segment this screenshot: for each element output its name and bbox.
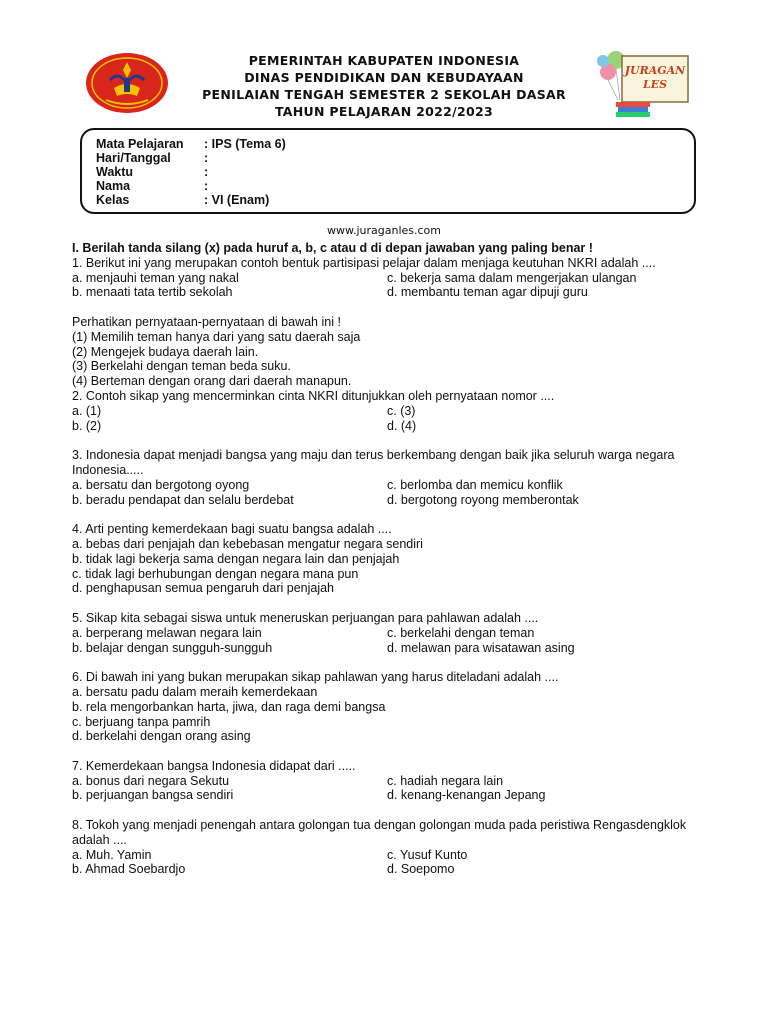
website-url: www.juraganles.com (326, 224, 441, 237)
identity-label: Waktu (96, 165, 134, 179)
answer-option[interactable]: d. membantu teman agar dipuji guru (387, 285, 588, 300)
document-header (80, 48, 690, 122)
identity-value: : VI (Enam) (204, 193, 270, 207)
answer-option[interactable]: a. bebas dari penjajah dan kebebasan mengatur negara sendiri (72, 536, 423, 551)
question-text: 2. Contoh sikap yang mencerminkan cinta NKRI ditunjukkan oleh pernyataan nomor .... (72, 388, 555, 403)
question-text: 1. Berikut ini yang merupakan contoh bentuk partisipasi pelajar dalam menjaga keutuhan NKRI adalah .... (72, 255, 656, 270)
identity-label: Nama (96, 179, 131, 193)
identity-row-time (96, 165, 208, 179)
identity-row-class (96, 193, 269, 207)
tut-wuri-handayani-logo (84, 50, 170, 114)
identity-value: : (204, 179, 209, 193)
statement-intro: Perhatikan pernyataan-pernyataan di bawah ini ! (72, 314, 341, 329)
question-list (72, 241, 712, 877)
answer-option[interactable]: b. beradu pendapat dan selalu berdebat (72, 492, 294, 507)
header-title (180, 52, 588, 120)
juragan-les-logo (594, 48, 694, 118)
identity-label: Hari/Tanggal (96, 151, 171, 165)
identity-row-name (96, 179, 208, 193)
question-text: 4. Arti penting kemerdekaan bagi suatu bangsa adalah .... (72, 522, 392, 537)
header-line-2: DINAS PENDIDIKAN DAN KEBUDAYAAN (244, 70, 524, 85)
question-2 (72, 315, 712, 433)
identity-row-date (96, 151, 208, 165)
answer-option[interactable]: b. menaati tata tertib sekolah (72, 285, 233, 300)
answer-option[interactable]: b. perjuangan bangsa sendiri (72, 788, 234, 803)
question-8 (72, 818, 712, 877)
question-7 (72, 759, 712, 803)
answer-option[interactable]: a. (1) (72, 403, 102, 418)
statement-item: (2) Mengejek budaya daerah lain. (72, 344, 259, 359)
answer-option[interactable]: c. berlomba dan memicu konflik (387, 477, 563, 492)
identity-row-subject (96, 137, 286, 151)
question-1 (72, 256, 712, 300)
header-line-1: PEMERINTAH KABUPATEN INDONESIA (248, 53, 520, 68)
header-line-4: TAHUN PELAJARAN 2022/2023 (274, 104, 494, 119)
answer-option[interactable]: c. hadiah negara lain (387, 773, 504, 788)
answer-option[interactable]: a. menjauhi teman yang nakal (72, 270, 239, 285)
answer-option[interactable]: c. tidak lagi berhubungan dengan negara mana pun (72, 566, 359, 581)
header-line-3: PENILAIAN TENGAH SEMESTER 2 SEKOLAH DASAR (202, 87, 566, 102)
statement-item: (1) Memilih teman hanya dari yang satu daerah saja (72, 329, 361, 344)
answer-option[interactable]: b. (2) (72, 418, 102, 433)
answer-option[interactable]: b. Ahmad Soebardjo (72, 862, 186, 877)
statement-item: (3) Berkelahi dengan teman beda suku. (72, 359, 291, 374)
question-text: 5. Sikap kita sebagai siswa untuk meneruskan perjuangan para pahlawan adalah .... (72, 610, 539, 625)
answer-option[interactable]: c. Yusuf Kunto (387, 847, 468, 862)
answer-option[interactable]: d. kenang-kenangan Jepang (387, 788, 546, 803)
identity-label: Kelas (96, 193, 130, 207)
answer-option[interactable]: d. melawan para wisatawan asing (387, 640, 575, 655)
brand-line-2: LES (642, 78, 668, 91)
question-text: 6. Di bawah ini yang bukan merupakan sikap pahlawan yang harus diteladani adalah .... (72, 670, 559, 685)
question-text: 7. Kemerdekaan bangsa Indonesia didapat dari ..... (72, 758, 356, 773)
answer-option[interactable]: d. bergotong royong memberontak (387, 492, 579, 507)
question-5 (72, 611, 712, 655)
brand-line-1: JURAGAN (624, 64, 686, 77)
question-3 (72, 448, 712, 507)
answer-option[interactable]: b. tidak lagi bekerja sama dengan negara lain dan penjajah (72, 551, 400, 566)
identity-value: : (204, 151, 209, 165)
statement-item: (4) Berteman dengan orang dari daerah manapun. (72, 374, 352, 389)
identity-label: Mata Pelajaran (96, 137, 184, 151)
instruction: I. Berilah tanda silang (x) pada huruf a, b, c atau d di depan jawaban yang paling benar ! (72, 241, 593, 255)
answer-option[interactable]: a. berperang melawan negara lain (72, 625, 262, 640)
answer-option[interactable]: b. belajar dengan sungguh-sungguh (72, 640, 273, 655)
answer-option[interactable]: d. penghapusan semua pengaruh dari penjajah (72, 581, 335, 596)
answer-option[interactable]: d. berkelahi dengan orang asing (72, 729, 251, 744)
answer-option[interactable]: c. berkelahi dengan teman (387, 625, 535, 640)
question-6 (72, 670, 712, 744)
answer-option[interactable]: c. (3) (387, 403, 416, 418)
answer-option[interactable]: b. rela mengorbankan harta, jiwa, dan raga demi bangsa (72, 699, 386, 714)
answer-option[interactable]: a. bonus dari negara Sekutu (72, 773, 230, 788)
answer-option[interactable]: c. berjuang tanpa pamrih (72, 714, 211, 729)
question-text: 8. Tokoh yang menjadi penengah antara golongan tua dengan golongan muda pada peristiwa Rengasdengklok adalah .... (72, 818, 687, 847)
answer-option[interactable]: c. bekerja sama dalam mengerjakan ulangan (387, 270, 637, 285)
question-4 (72, 522, 712, 596)
answer-option[interactable]: a. bersatu padu dalam meraih kemerdekaan (72, 684, 318, 699)
question-text: 3. Indonesia dapat menjadi bangsa yang maju dan terus berkembang dengan baik jika seluruh warga negara Indonesia..... (72, 448, 675, 477)
answer-option[interactable]: d. Soepomo (387, 862, 455, 877)
identity-value: : (204, 165, 209, 179)
answer-option[interactable]: d. (4) (387, 418, 417, 433)
identity-value: : IPS (Tema 6) (204, 137, 286, 151)
student-identity-box (80, 128, 696, 214)
answer-option[interactable]: a. bersatu dan bergotong oyong (72, 477, 250, 492)
answer-option[interactable]: a. Muh. Yamin (72, 847, 152, 862)
